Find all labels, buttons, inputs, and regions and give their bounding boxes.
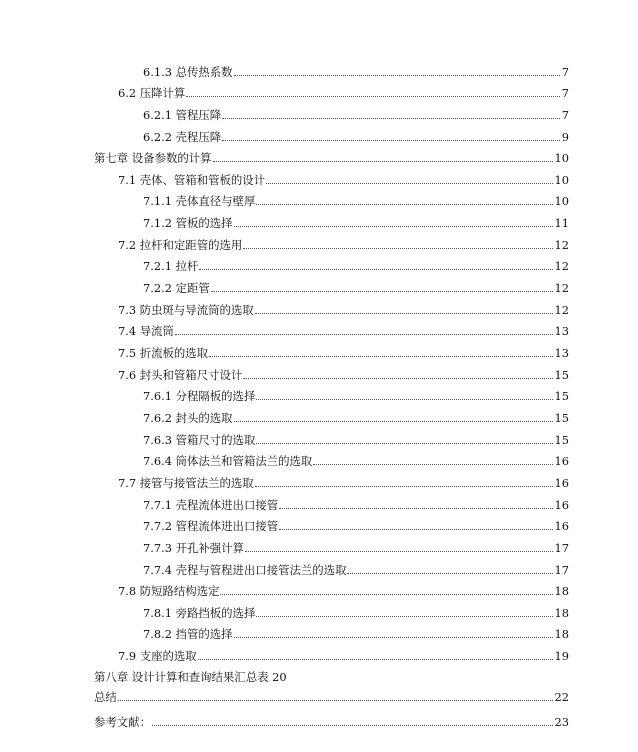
toc-entry[interactable] [118, 165, 569, 187]
toc-entry[interactable] [143, 274, 569, 296]
toc-entry-title: 7.8.2 挡管的选择 [143, 627, 233, 642]
toc-entry[interactable] [143, 403, 569, 425]
toc-entry-title: 第七章 设备参数的计算 [94, 151, 212, 166]
toc-entry-page-number: 13 [554, 324, 569, 339]
toc-entry[interactable] [143, 122, 569, 144]
dot-leader [234, 637, 553, 638]
toc-entry-title: 7.6.4 筒体法兰和管箱法兰的选取 [143, 454, 313, 469]
toc-entry-title: 7.9 支座的选取 [118, 649, 197, 664]
dot-leader [347, 573, 552, 574]
toc-entry[interactable] [118, 468, 569, 490]
toc-entry-page-number: 16 [554, 519, 569, 534]
toc-entry-title: 7.1.2 管板的选择 [143, 216, 233, 231]
toc-entry-title: 7.7.2 管程流体进出口接管 [143, 519, 279, 534]
toc-entry-title: 7.1 壳体、管箱和管板的设计 [118, 172, 266, 187]
toc-entry-title: 6.1.3 总传热系数 [143, 64, 233, 79]
toc-entry[interactable] [143, 490, 569, 512]
dot-leader [209, 356, 552, 357]
toc-entry-page-number: 15 [554, 410, 569, 425]
toc-entry-page-number: 7 [561, 64, 569, 79]
toc-entry[interactable] [143, 425, 569, 447]
toc-entry[interactable] [143, 533, 569, 555]
toc-entry-title: 6.2 压降计算 [118, 86, 186, 101]
toc-entry-page-number: 15 [554, 389, 569, 404]
dot-leader [198, 659, 553, 660]
toc-entry[interactable] [143, 209, 569, 231]
dot-leader [256, 616, 552, 617]
toc-entry-page-number: 12 [554, 302, 569, 317]
toc-entry-page-number: 15 [554, 367, 569, 382]
toc-entry[interactable] [118, 360, 569, 382]
toc-entry-page-number: 19 [554, 649, 569, 664]
toc-entry[interactable] [143, 382, 569, 404]
dot-leader [256, 399, 552, 400]
dot-leader [222, 118, 560, 119]
toc-entry[interactable] [143, 57, 569, 79]
toc-entry-title: 7.6.2 封头的选取 [143, 410, 233, 425]
dot-leader [245, 551, 553, 552]
toc-entry-title: 7.1.1 壳体直径与壁厚 [143, 194, 256, 209]
toc-summary[interactable] [94, 683, 569, 705]
dot-leader [186, 96, 559, 97]
toc-entry-page-number: 16 [554, 454, 569, 469]
dot-leader [234, 75, 560, 76]
toc-entry-title: 7.7.3 开孔补强计算 [143, 540, 244, 555]
toc-entry[interactable] [143, 598, 569, 620]
toc-summary-title: 总结 [94, 690, 117, 705]
toc-entry-title: 7.2.1 拉杆 [143, 259, 199, 274]
dot-leader [279, 529, 552, 530]
toc-entry[interactable] [143, 187, 569, 209]
dot-leader [279, 508, 552, 509]
dot-leader [313, 464, 552, 465]
toc-entry[interactable] [118, 79, 569, 101]
toc-entry[interactable] [143, 512, 569, 534]
dot-leader [222, 140, 560, 141]
toc-entry-page-number: 12 [554, 281, 569, 296]
toc-entry-title: 6.2.2 壳程压降 [143, 129, 222, 144]
dot-leader [199, 269, 552, 270]
toc-entry-page-number: 12 [554, 237, 569, 252]
toc-entry-title: 7.6.3 管箱尺寸的选取 [143, 432, 256, 447]
toc-entry-page-number: 17 [554, 540, 569, 555]
toc-entry-title: 7.7 接管与接管法兰的选取 [118, 475, 254, 490]
toc-entry[interactable] [143, 252, 569, 274]
toc-references[interactable] [94, 708, 569, 730]
toc-entry[interactable] [118, 338, 569, 360]
toc-summary-page-number: 22 [554, 690, 569, 705]
dot-leader [243, 378, 552, 379]
toc-entry[interactable] [143, 555, 569, 577]
toc-entry-page-number: 18 [554, 584, 569, 599]
toc-entry-page-number: 18 [554, 627, 569, 642]
toc-entry-page-number: 11 [554, 216, 569, 231]
dot-leader [211, 291, 553, 292]
toc-entry-title: 7.2 拉杆和定距管的选用 [118, 237, 243, 252]
toc-entry-title: 7.5 折流板的选取 [118, 346, 209, 361]
toc-entry-page-number: 10 [554, 151, 569, 166]
toc-entry-title: 7.8.1 旁路挡板的选择 [143, 605, 256, 620]
dot-leader [152, 725, 553, 726]
toc-entry-title: 7.6.1 分程隔板的选择 [143, 389, 256, 404]
dot-leader [175, 334, 553, 335]
dot-leader [234, 226, 553, 227]
dot-leader [256, 204, 552, 205]
toc-entry-page-number: 9 [561, 129, 569, 144]
dot-leader [220, 594, 552, 595]
toc-entry-page-number: 16 [554, 497, 569, 512]
dot-leader [266, 183, 552, 184]
toc-entry[interactable] [118, 317, 569, 339]
dot-leader [213, 161, 553, 162]
toc-entry[interactable] [118, 230, 569, 252]
toc-entry[interactable] [143, 620, 569, 642]
toc-entry-title: 7.2.2 定距管 [143, 281, 210, 296]
toc-entry-page-number: 16 [554, 475, 569, 490]
toc-entry-title: 7.3 防虫斑与导流筒的选取 [118, 302, 254, 317]
dot-leader [243, 248, 552, 249]
toc-entry[interactable] [118, 642, 569, 664]
toc-entry-page-number: 17 [554, 562, 569, 577]
toc-entry-page-number: 18 [554, 605, 569, 620]
dot-leader [255, 486, 553, 487]
toc-entry-page-number: 7 [561, 86, 569, 101]
toc-entry-page-number: 10 [554, 172, 569, 187]
toc-entry-title: 7.8 防短路结构选定 [118, 584, 220, 599]
toc-entry-page-number: 7 [561, 107, 569, 122]
toc-entry-page-number: 13 [554, 346, 569, 361]
toc-entry-title: 7.6 封头和管箱尺寸设计 [118, 367, 243, 382]
toc-entry-page-number: 10 [554, 194, 569, 209]
dot-leader [234, 421, 553, 422]
dot-leader [118, 700, 553, 701]
toc-entry[interactable] [118, 295, 569, 317]
toc-references-page-number: 23 [554, 715, 569, 730]
toc-entry-title: 6.2.1 管程压降 [143, 107, 222, 122]
toc-entry-title: 7.7.1 壳程流体进出口接管 [143, 497, 279, 512]
toc-chapter-8[interactable]: 第八章 设计计算和查询结果汇总表 20 [94, 670, 287, 685]
toc-entry[interactable] [94, 144, 569, 166]
toc-entry[interactable] [143, 100, 569, 122]
toc-entry[interactable] [118, 577, 569, 599]
dot-leader [255, 313, 553, 314]
toc-entry-title: 7.4 导流筒 [118, 324, 174, 339]
dot-leader [256, 443, 552, 444]
toc-entry[interactable] [143, 447, 569, 469]
toc-entry-page-number: 12 [554, 259, 569, 274]
toc-references-title: 参考文献： [94, 715, 151, 730]
toc-entry-page-number: 15 [554, 432, 569, 447]
toc-entry-title: 7.7.4 壳程与管程进出口接管法兰的选取 [143, 562, 347, 577]
